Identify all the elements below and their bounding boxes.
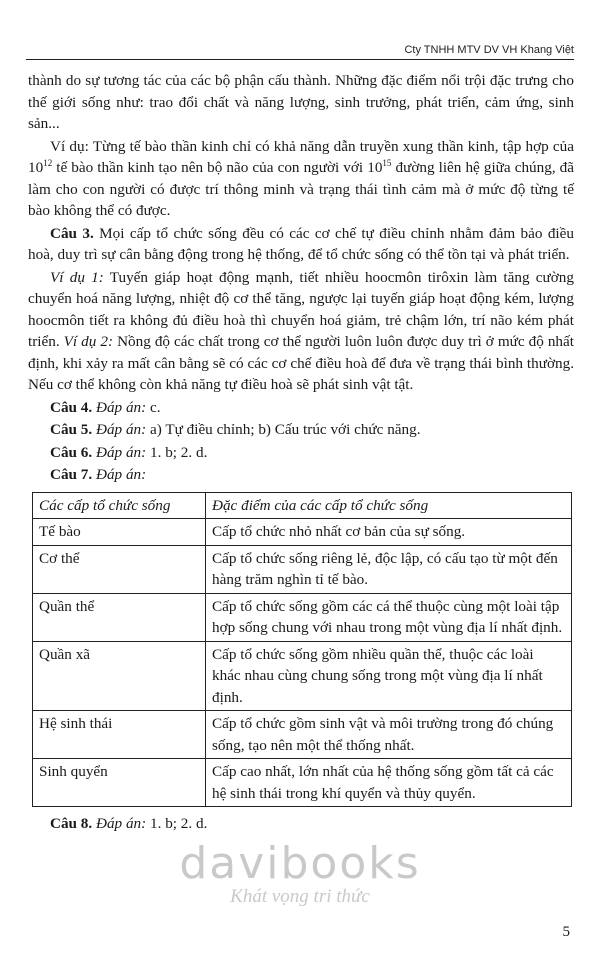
- question-7-label: Câu 7.: [50, 466, 93, 483]
- table-cell-level: Sinh quyển: [33, 759, 206, 807]
- table-cell-feature: Cấp tổ chức sống gồm các cá thể thuộc cùng một loài tập hợp sống chung với nhau trong một vùng địa lí nhất định.: [206, 593, 572, 641]
- table-header-row: [33, 492, 572, 519]
- question-6: [28, 442, 574, 464]
- table-cell-feature: Cấp tổ chức sống gồm nhiều quần thể, thuộc các loài khác nhau cùng chung sống trong một vùng địa lí nhất định.: [206, 641, 572, 711]
- example-1-label: Ví dụ 1:: [50, 268, 104, 286]
- table-row: [33, 593, 572, 641]
- question-3-text: Mọi cấp tổ chức sống đều có các cơ chế tự điều chỉnh nhằm đảm bảo điều hoà, duy trì sự cân bằng động trong hệ thống, để tổ chức sống có thể tồn tại và phát triển.: [28, 224, 574, 263]
- table-cell-level: Quần xã: [33, 641, 206, 711]
- table-cell-level: Cơ thể: [33, 545, 206, 593]
- organization-levels-table: [32, 492, 572, 808]
- examples-paragraph: [28, 267, 574, 396]
- question-3-label: Câu 3.: [50, 224, 94, 242]
- running-header: [26, 44, 574, 60]
- watermark-brand: davibooks: [179, 838, 421, 889]
- table-cell-level: Hệ sinh thái: [33, 711, 206, 759]
- question-5: [28, 419, 574, 441]
- question-8: [28, 813, 574, 835]
- question-5-answer: a) Tự điều chỉnh; b) Cấu trúc với chức năng.: [146, 421, 421, 438]
- answer-label: Đáp án:: [96, 398, 147, 416]
- example-2-label: Ví dụ 2:: [63, 333, 114, 350]
- question-3: [28, 223, 574, 266]
- question-7: [28, 464, 574, 486]
- exponent-15: 15: [382, 157, 392, 168]
- example-1-text: Tuyến giáp hoạt động mạnh, tiết nhiều hoocmôn tirôxin làm tăng cường chuyển hoá năng lượng, nhiệt độ cơ thể tăng, ngược lại tuyến giáp hoạt động kém, lượng hoocmôn tiết ra không đủ điều hoà thì chuyển hoá giảm, trẻ chậm lớn, trí não kém phát triển.: [28, 268, 574, 350]
- exponent-12: 12: [43, 157, 53, 168]
- page-number: 5: [562, 924, 570, 940]
- table-cell-level: Quần thể: [33, 593, 206, 641]
- table-cell-level: Tế bào: [33, 519, 206, 546]
- watermark-slogan: Khát vọng tri thức: [230, 886, 370, 907]
- question-4-label: Câu 4.: [50, 398, 93, 416]
- question-4: [28, 397, 574, 419]
- answer-label: Đáp án:: [96, 466, 147, 483]
- example-text-a: Ví dụ: Từng tế bào thần kinh chỉ có khả năng dẫn truyền xung thần kinh, tập hợp của 10: [28, 137, 574, 176]
- column-header-level: Các cấp tổ chức sống: [33, 492, 206, 519]
- answer-label: Đáp án:: [96, 421, 147, 438]
- answer-label: Đáp án:: [96, 443, 147, 461]
- table-cell-feature: Cấp cao nhất, lớn nhất của hệ thống sống gồm tất cả các hệ sinh thái trong khí quyển và thủy quyển.: [206, 759, 572, 807]
- column-header-features: Đặc điểm của các cấp tổ chức sống: [206, 492, 572, 519]
- question-4-answer: c.: [146, 398, 161, 416]
- question-6-label: Câu 6.: [50, 443, 93, 461]
- answer-label: Đáp án:: [96, 815, 147, 832]
- paragraph-1: thành do sự tương tác của các bộ phận cấu thành. Những đặc điểm nổi trội đặc trưng cho thế giới sống như: trao đổi chất và năng lượng, sinh trưởng, phát triển, cảm ứng, sinh sản...: [28, 72, 574, 132]
- watermark: [150, 838, 450, 908]
- table-row: [33, 711, 572, 759]
- question-6-answer: 1. b; 2. d.: [146, 443, 208, 461]
- paragraph-example-neurons: [28, 136, 574, 222]
- publisher-name: Cty TNHH MTV DV VH Khang Việt: [404, 44, 574, 56]
- table-cell-feature: Cấp tổ chức sống riêng lẻ, độc lập, có cấu tạo từ một đến hàng trăm nghìn tỉ tế bào.: [206, 545, 572, 593]
- example-text-b: tế bào thần kinh tạo nên bộ não của con người với 10: [52, 159, 383, 176]
- page-content: [28, 70, 574, 836]
- question-8-label: Câu 8.: [50, 815, 93, 832]
- table-row: [33, 759, 572, 807]
- table-cell-feature: Cấp tổ chức nhỏ nhất cơ bản của sự sống.: [206, 519, 572, 546]
- table-row: [33, 545, 572, 593]
- question-8-answer: 1. b; 2. d.: [146, 815, 208, 832]
- example-2-text: Nồng độ các chất trong cơ thể người luôn luôn được duy trì ở mức độ nhất định, khi xảy ra mất cân bằng sẽ có các cơ chế điều hoà để đưa về trạng thái bình thường. Nếu cơ thể không còn khả năng tự điều hoà sẽ phát sinh vật tật.: [28, 333, 574, 393]
- table-row: [33, 641, 572, 711]
- table-row: [33, 519, 572, 546]
- table-cell-feature: Cấp tổ chức gồm sinh vật và môi trường trong đó chúng sống, tạo nên một thể thống nhất.: [206, 711, 572, 759]
- example-text-c: đường liên hệ giữa chúng, đã làm cho con người có được trí thông minh và trạng thái tình cảm mà ở mức độ từng tế bào không thể có được.: [28, 159, 575, 219]
- question-5-label: Câu 5.: [50, 421, 93, 438]
